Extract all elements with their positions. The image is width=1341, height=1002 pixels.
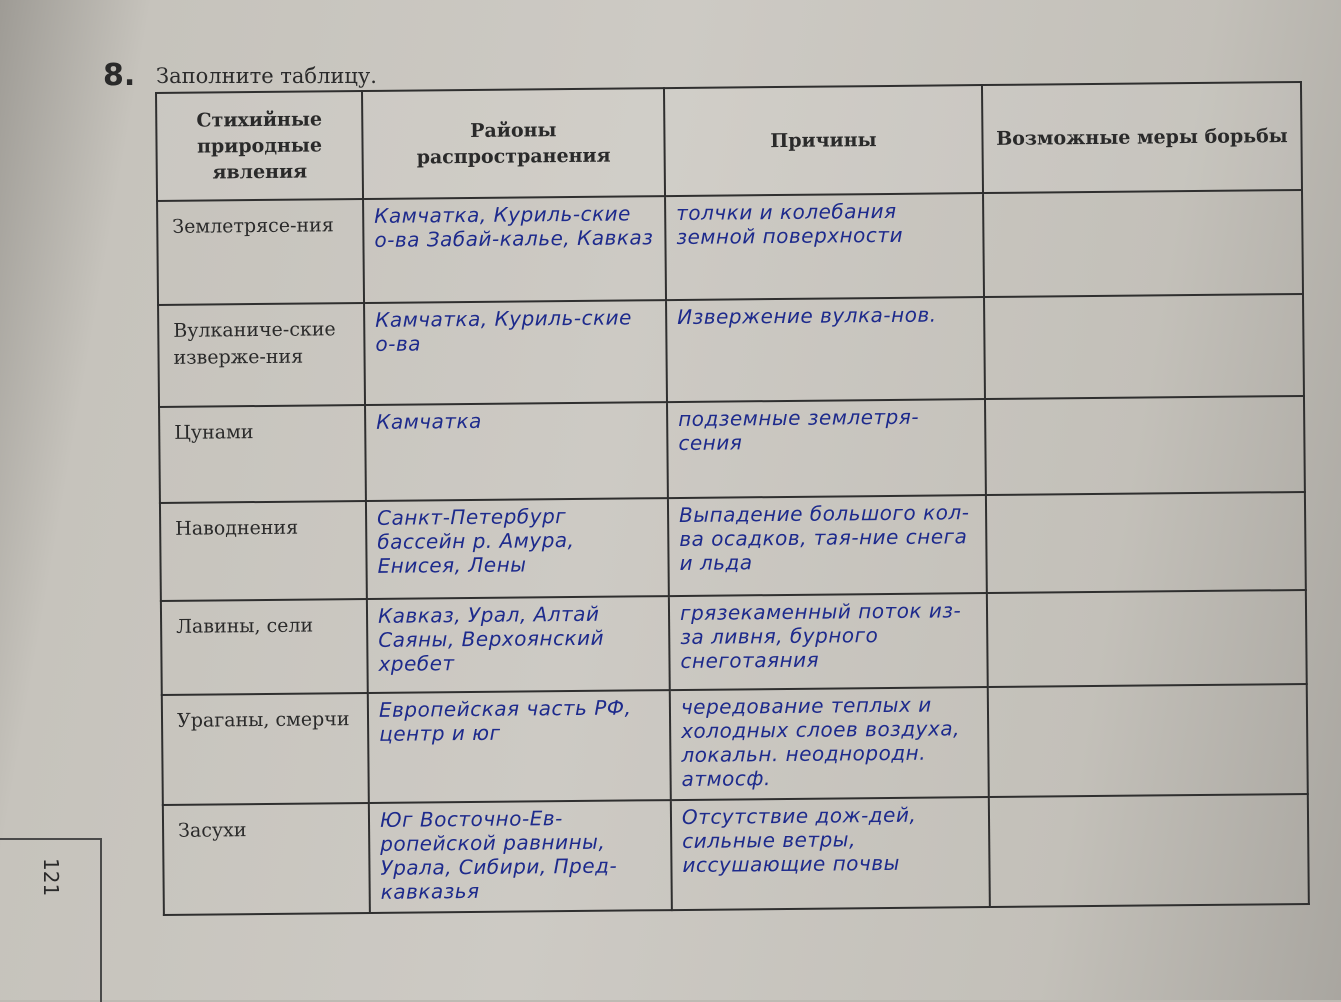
regions-cell: Камчатка, Куриль-ские о-ва	[364, 300, 667, 405]
measures-cell	[989, 794, 1309, 907]
phenomenon-cell: Наводнения	[160, 501, 367, 601]
table-row	[162, 684, 1308, 805]
table-row	[160, 492, 1306, 601]
measures-cell	[984, 294, 1304, 399]
measures-cell	[983, 190, 1303, 297]
table-row	[161, 590, 1307, 695]
phenomena-table	[155, 81, 1310, 916]
regions-cell: Юг Восточно-Ев-ропейской равнины, Урала, Сибири, Пред-кавказья	[369, 800, 672, 913]
phenomenon-cell: Ураганы, смерчи	[162, 693, 369, 805]
causes-cell: Извержение вулка-нов.	[666, 297, 985, 402]
regions-cell: Камчатка	[365, 402, 668, 501]
regions-cell: Кавказ, Урал, Алтай Саяны, Верхоянский хребет	[367, 596, 670, 693]
header-causes: Причины	[664, 85, 983, 196]
causes-cell: грязекаменный поток из-за ливня, бурного снеготаяния	[669, 593, 988, 690]
header-measures: Возможные меры борьбы	[982, 82, 1302, 193]
table-row	[159, 396, 1305, 503]
header-row	[156, 82, 1302, 201]
phenomenon-cell: Землетрясе-ния	[157, 199, 364, 305]
measures-cell	[988, 684, 1308, 797]
table-row	[163, 794, 1309, 915]
causes-cell: Отсутствие дож-дей, сильные ветры, иссушающие почвы	[671, 797, 990, 910]
header-regions: Районы распространения	[362, 88, 665, 199]
phenomenon-cell: Вулканиче-ские изверже-ния	[158, 303, 365, 407]
page-number: 121	[39, 858, 63, 897]
table-row	[157, 190, 1303, 305]
causes-cell: подземные землетря-сения	[667, 399, 986, 498]
task-number: 8.	[103, 58, 136, 93]
regions-cell: Санкт-Петербург бассейн р. Амура, Енисея, Лены	[366, 498, 669, 599]
measures-cell	[987, 590, 1307, 687]
phenomenon-cell: Цунами	[159, 405, 366, 503]
regions-cell: Камчатка, Куриль-ские о-ва Забай-калье, Кавказ	[363, 196, 666, 303]
causes-cell: чередование теплых и холодных слоев воздуха, локальн. неоднородн. атмосф.	[670, 687, 989, 800]
measures-cell	[986, 492, 1306, 593]
task-instruction: Заполните таблицу.	[156, 64, 377, 88]
measures-cell	[985, 396, 1305, 495]
table-row	[158, 294, 1304, 407]
table-container	[155, 81, 1308, 904]
causes-cell: Выпадение большого кол-ва осадков, тая-ние снега и льда	[668, 495, 987, 596]
header-phenomena: Стихийные природные явления	[156, 91, 363, 201]
phenomenon-cell: Засухи	[163, 803, 370, 915]
phenomenon-cell: Лавины, сели	[161, 599, 368, 695]
regions-cell: Европейская часть РФ, центр и юг	[368, 690, 671, 803]
causes-cell: толчки и колебания земной поверхности	[665, 193, 984, 300]
